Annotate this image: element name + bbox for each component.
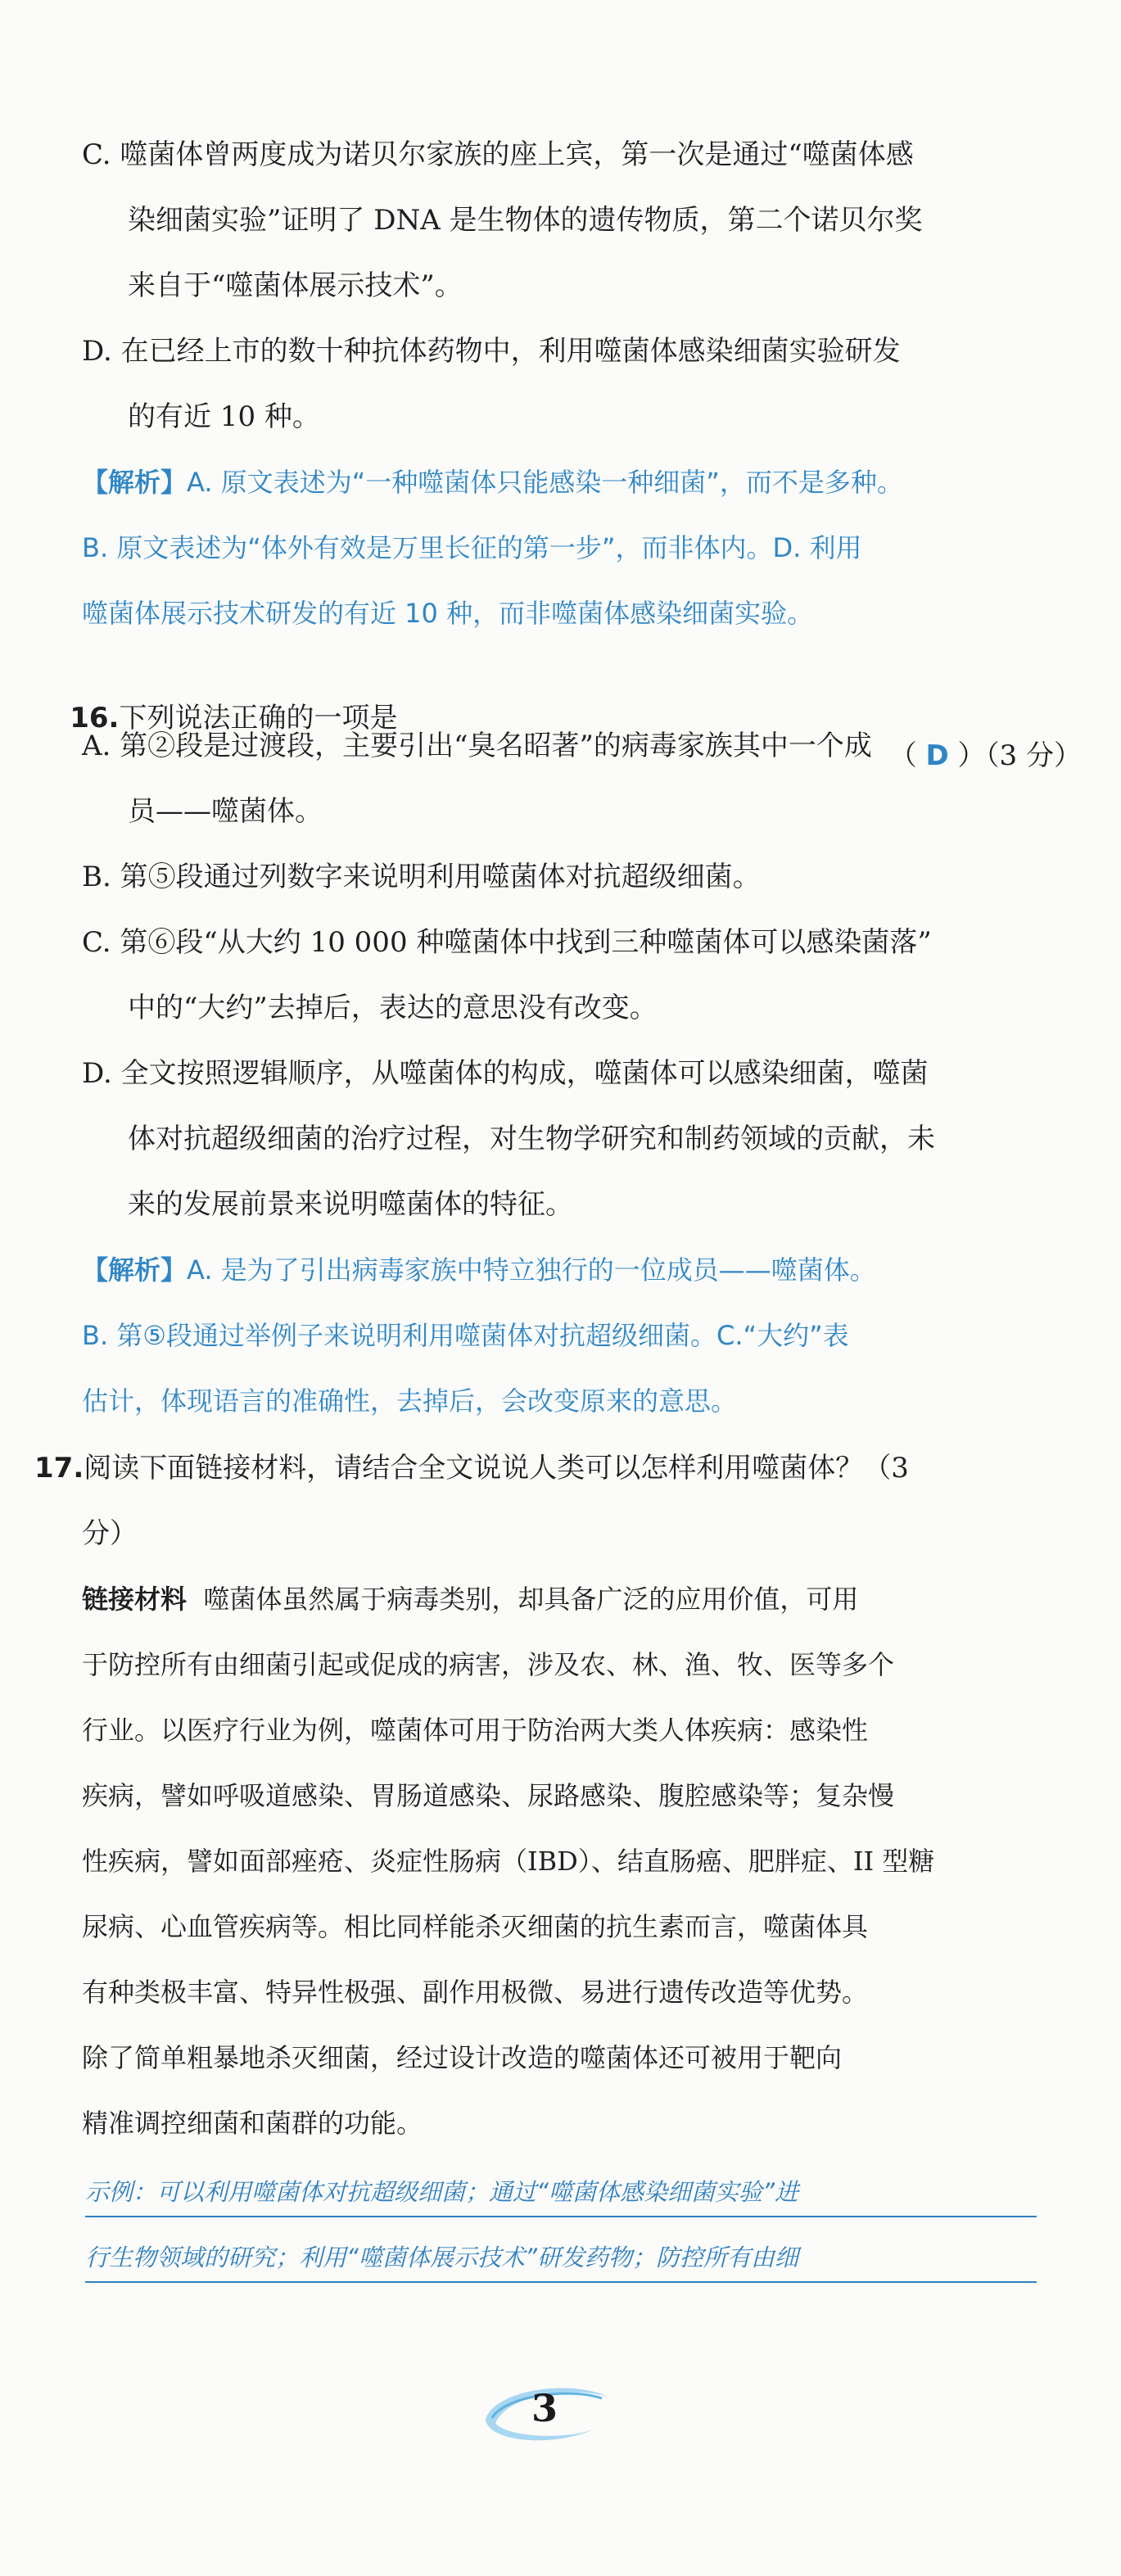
answer-open: （	[888, 739, 926, 772]
q16-option-b-line1: B. 第⑤段通过列数字来说明利用噬菌体对抗超级细菌。	[82, 861, 761, 893]
question-number: 17.	[34, 1452, 84, 1485]
q15-option-d-line1: D. 在已经上市的数十种抗体药物中，利用噬菌体感染细菌实验研发	[82, 335, 901, 368]
q17-material-line6: 尿病、心血管疾病等。相比同样能杀灭细菌的抗生素而言，噬菌体具	[82, 1911, 869, 1942]
q17-material-line1	[0, 1580, 1121, 1618]
answer-score: ）（3 分）	[948, 739, 1082, 772]
material-label: 链接材料	[82, 1584, 188, 1615]
q15-analysis-line1	[0, 463, 1121, 501]
analysis-text: A. 是为了引出病毒家族中特立独行的一位成员——噬菌体。	[187, 1254, 876, 1286]
q16-option-a-line2: 员——噬菌体。	[128, 795, 323, 828]
q17-material-line2: 于防控所有由细菌引起或促成的病害，涉及农、林、渔、牧、医等多个	[82, 1649, 895, 1680]
q15-option-c-line2: 染细菌实验”证明了 DNA 是生物体的遗传物质，第二个诺贝尔奖	[128, 204, 923, 237]
q17-material-line7: 有种类极丰富、特异性极强、副作用极微、易进行遗传改造等优势。	[82, 1977, 869, 2008]
q16-option-c-line1: C. 第⑥段“从大约 10 000 种噬菌体中找到三种噬菌体可以感染菌落”	[82, 926, 932, 959]
q15-analysis-line3: 噬菌体展示技术研发的有近 10 种，而非噬菌体感染细菌实验。	[82, 598, 814, 629]
q17-material-line9: 精准调控细菌和菌群的功能。	[82, 2108, 423, 2139]
analysis-tag: 【解析】	[82, 1254, 188, 1286]
q16-option-d-line2: 体对抗超级细菌的治疗过程，对生物学研究和制药领域的贡献，未	[128, 1123, 935, 1155]
q17-material-line5: 性疾病，譬如面部痤疮、炎症性肠病（IBD）、结直肠癌、肥胖症、II 型糖	[82, 1846, 935, 1877]
page-number: 3	[531, 2386, 558, 2430]
q15-option-c-line3: 来自于“噬菌体展示技术”。	[128, 269, 463, 302]
q15-analysis-line2: B. 原文表述为“体外有效是万里长征的第一步”，而非体内。D. 利用	[82, 532, 862, 563]
q16-analysis-line1	[0, 1251, 1121, 1289]
material-text: 噬菌体虽然属于病毒类别，却具备广泛的应用价值，可用	[203, 1584, 859, 1615]
q17-stem-line2: 分）	[82, 1517, 138, 1550]
question-stem: 下列说法正确的一项是	[119, 702, 398, 734]
q17-answer-line2: 行生物领域的研究；利用“噬菌体展示技术”研发药物；防控所有由细	[85, 2244, 799, 2271]
q17-answer-line1: 示例：可以利用噬菌体对抗超级细菌；通过“噬菌体感染细菌实验”进	[85, 2178, 799, 2206]
q15-option-d-line2: 的有近 10 种。	[128, 400, 320, 433]
q16-analysis-line3: 估计，体现语言的准确性，去掉后，会改变原来的意思。	[82, 1385, 738, 1417]
q16-option-d-line3: 来的发展前景来说明噬菌体的特征。	[128, 1188, 573, 1221]
q15-option-c-line1: C. 噬菌体曾两度成为诺贝尔家族的座上宾，第一次是通过“噬菌体感	[82, 138, 914, 171]
analysis-text: A. 原文表述为“一种噬菌体只能感染一种细菌”，而不是多种。	[187, 467, 903, 498]
q16-analysis-line2: B. 第⑤段通过举例子来说明利用噬菌体对抗超级细菌。C.“大约”表	[82, 1320, 849, 1351]
q16-option-d-line1: D. 全文按照逻辑顺序，从噬菌体的构成，噬菌体可以感染细菌，噬菌	[82, 1057, 929, 1090]
q16-option-a-line1: A. 第②段是过渡段，主要引出“臭名昭著”的病毒家族其中一个成	[82, 730, 872, 762]
q17-material-line3: 行业。以医疗行业为例，噬菌体可用于防治两大类人体疾病：感染性	[82, 1715, 869, 1746]
answer-underline-2	[85, 2281, 1037, 2283]
page-number-badge	[471, 2369, 618, 2447]
question-number: 16.	[70, 702, 120, 734]
q17-material-line8: 除了简单粗暴地杀灭细菌，经过设计改造的噬菌体还可被用于靶向	[82, 2042, 843, 2073]
answer-underline-1	[85, 2216, 1037, 2217]
analysis-tag: 【解析】	[82, 467, 188, 498]
answer-letter: D	[925, 739, 949, 772]
q17-stem-line1	[0, 1449, 1121, 1487]
q16-option-c-line2: 中的“大约”去掉后，表达的意思没有改变。	[128, 992, 658, 1024]
question-stem: 阅读下面链接材料，请结合全文说说人类可以怎样利用噬菌体？（3	[84, 1452, 909, 1485]
q17-material-line4: 疾病，譬如呼吸道感染、胃肠道感染、尿路感染、腹腔感染等；复杂慢	[82, 1780, 895, 1811]
